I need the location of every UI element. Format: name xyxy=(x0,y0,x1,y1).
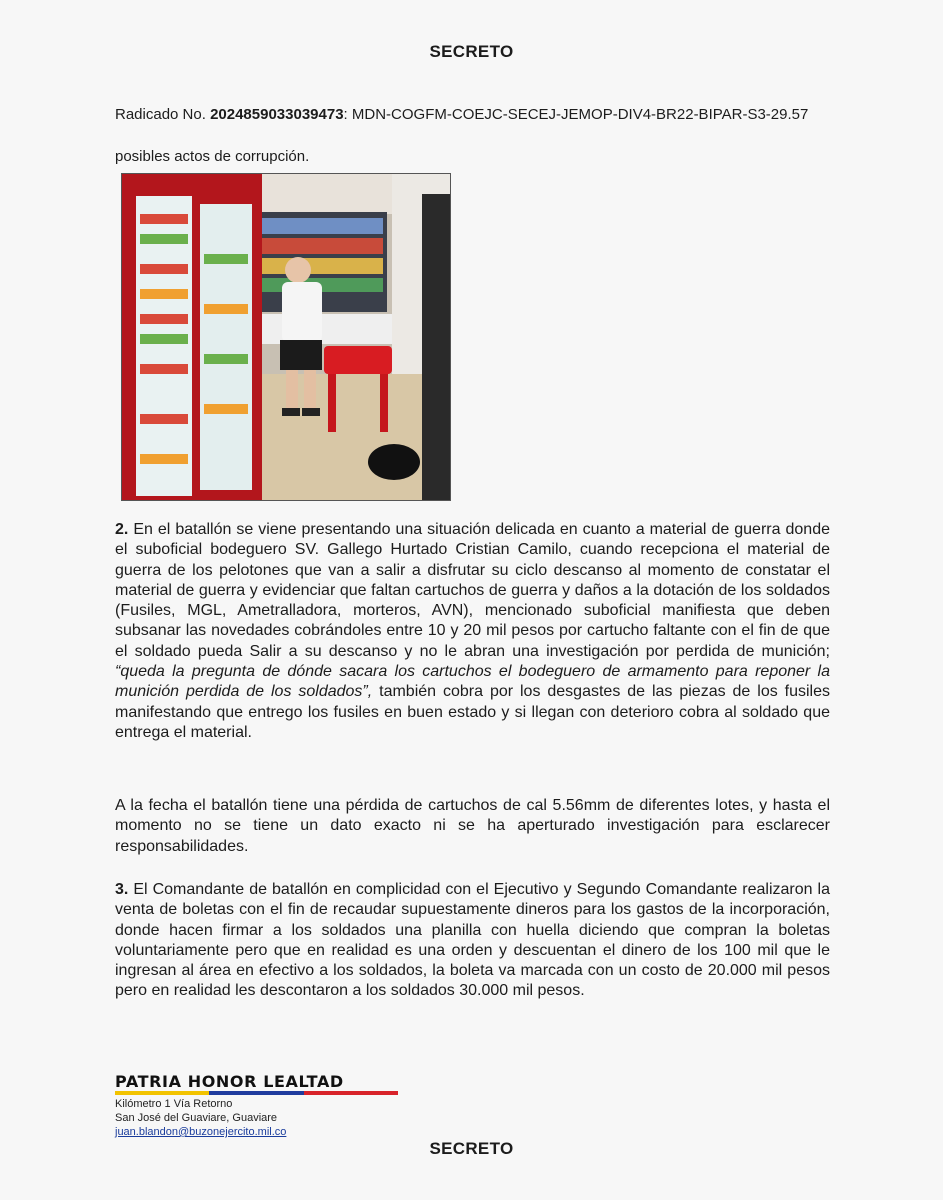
flag-stripe xyxy=(115,1091,398,1095)
store-photo-illustration xyxy=(122,174,450,500)
paragraph-2-text: En el batallón se viene presentando una situación delicada en cuanto a material de guerra donde el suboficial bodeguero SV. Gallego Hurtado Cristian Camilo, cuando recepciona el material de guerra de los pelotones que van a salir a disfrutar su ciclo descanso al momento de constatar el material de guerra y evidenciar que faltan cartuchos de guerra y daños a la dotación de los soldados (Fusiles, MGL, Ametralladora, morteros, AVN), mencionado suboficial manifiesta que deben subsanar las novedades cobrándoles entre 10 y 20 mil pesos por cartucho faltante con el fin de que el soldado pueda Salir a su descanso y no le abran una investigación por perdida de munición; xyxy=(115,521,830,660)
paragraph-2-tail: también cobra por los desgastes de las piezas de los fusiles manifestando que entrego los fusiles en buen estado y si llegan con deterioro cobra al soldado que entrega el material. xyxy=(115,683,830,741)
address-line-2: San José del Guaviare, Guaviare xyxy=(115,1112,278,1124)
radicado-label: Radicado No. xyxy=(115,106,211,123)
classification-footer: SECRETO xyxy=(429,1139,514,1158)
radicado-code: : MDN-COGFM-COEJC-SECEJ-JEMOP-DIV4-BR22-BIPAR-S3-29.57 xyxy=(343,106,809,123)
flag-yellow-stripe xyxy=(115,1091,209,1095)
paragraph-2 xyxy=(115,520,830,743)
flag-blue-stripe xyxy=(209,1091,303,1095)
paragraph-2-number: 2. xyxy=(115,521,129,538)
subject-line: posibles actos de corrupción. xyxy=(115,148,310,165)
paragraph-3-text: El Comandante de batallón en complicidad con el Ejecutivo y Segundo Comandante realizaron la venta de boletas con el fin de recaudar supuestamente dineros para los gastos de la incorporación, donde hacen firmar a los soldados una planilla con huella diciendo que compran la boletas voluntariamente pero que en realidad es una orden y descuentan el dinero de los 100 mil que le ingresan al área en efectivo a los soldados, la boleta va marcada con un costo de 20.000 mil pesos pero en realidad les descontaron a los soldados 30.000 mil pesos. xyxy=(115,881,830,1000)
paragraph-3 xyxy=(115,880,830,1002)
flag-red-stripe xyxy=(304,1091,398,1095)
radicado-number: 2024859033039473 xyxy=(210,106,344,123)
email-link[interactable]: juan.blandon@buzonejercito.mil.co xyxy=(115,1126,287,1138)
evidence-photo xyxy=(121,173,451,501)
address-line-1: Kilómetro 1 Vía Retorno xyxy=(115,1098,233,1110)
paragraph-3-number: 3. xyxy=(115,881,129,898)
paragraph-2-continued: A la fecha el batallón tiene una pérdida de cartuchos de cal 5.56mm de diferentes lotes, y hasta el momento no se tiene un dato exacto ni se ha aperturado investigación para esclarecer responsabilidades. xyxy=(115,797,830,855)
radicado-line xyxy=(115,105,830,124)
classification-header: SECRETO xyxy=(429,42,514,61)
footer-motto: PATRIA HONOR LEALTAD xyxy=(115,1072,344,1091)
paragraph-2-quote: “queda la pregunta de dónde sacara los cartuchos el bodeguero de armamento para reponer la munición perdida de los soldados”, xyxy=(115,663,830,701)
